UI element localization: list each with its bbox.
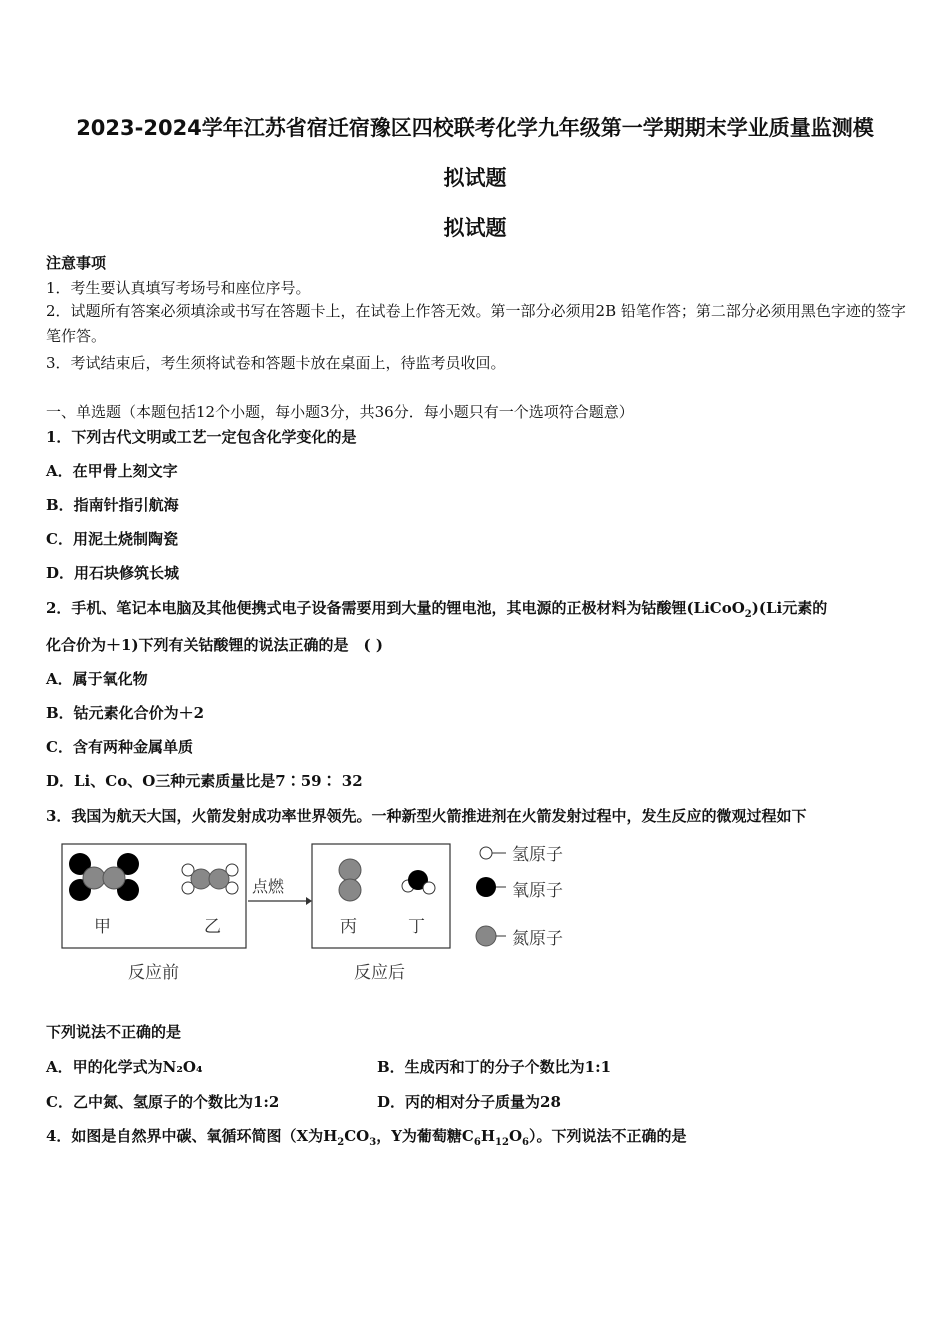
q1-stem: 1．下列古代文明或工艺一定包含化学变化的是 [46, 428, 357, 446]
label-before: 反应前 [128, 963, 179, 983]
q3-option-a: A．甲的化学式为N₂O₄ [46, 1058, 203, 1076]
nitrogen-atom [339, 859, 361, 881]
label-after: 反应后 [354, 963, 405, 983]
q4-stem: 4．如图是自然界中碳、氧循环简图（X为$H_2CO_3$，Y为葡萄糖$C_6H_{12}O_6$）。下列说法不正确的是 [46, 1127, 687, 1148]
nitrogen-atom [209, 869, 229, 889]
reaction-diagram [56, 840, 616, 990]
hydrogen-atom [423, 882, 435, 894]
nitrogen-atom [339, 879, 361, 901]
nitrogen-atom [83, 867, 105, 889]
notice-item-1: 1．考生要认真填写考场号和座位序号。 [46, 279, 311, 297]
arrow-label: 点燃 [252, 877, 285, 896]
q1-option-d: D．用石块修筑长城 [46, 564, 180, 582]
legend-nitrogen-icon [476, 926, 496, 946]
q1-option-b: B．指南针指引航海 [46, 496, 179, 514]
page-subtitle: 拟试题 [443, 216, 507, 240]
q2-option-b: B．钴元素化合价为＋2 [46, 704, 205, 722]
q1-option-a: A．在甲骨上刻文字 [46, 462, 178, 480]
nitrogen-atom [103, 867, 125, 889]
q2-stem: 2．手机、笔记本电脑及其他便携式电子设备需要用到大量的锂电池，其电源的正极材料为钴酸锂(LiCoO$_2$)(Li元素的 [46, 599, 828, 620]
label-yi: 乙 [204, 917, 221, 937]
q3-option-b: B．生成丙和丁的分子个数比为1:1 [377, 1058, 612, 1076]
q1-option-c: C．用泥土烧制陶瓷 [46, 530, 178, 548]
nitrogen-atom [191, 869, 211, 889]
q2-option-a: A．属于氧化物 [46, 670, 148, 688]
q3-sub-stem: 下列说法不正确的是 [46, 1023, 182, 1041]
section-heading: 一、单选题（本题包括12个小题，每小题3分，共36分．每小题只有一个选项符合题意） [46, 403, 634, 421]
label-bing: 丙 [340, 917, 357, 937]
q2-option-d: D．Li、Co、O三种元素质量比是7∶59∶ 32 [46, 772, 363, 790]
q3-option-d: D．丙的相对分子质量为28 [377, 1093, 561, 1111]
legend-hydrogen-icon [480, 847, 492, 859]
q2-stem-cont: 化合价为＋1)下列有关钴酸锂的说法正确的是 ( ) [46, 636, 383, 654]
notice-heading: 注意事项 [46, 254, 107, 272]
q3-stem: 3．我国为航天大国，火箭发射成功率世界领先。一种新型火箭推进剂在火箭发射过程中，发生反应的微观过程如下 [46, 807, 807, 825]
q2-option-c: C．含有两种金属单质 [46, 738, 193, 756]
legend-oxygen: 氧原子 [512, 881, 563, 901]
after-box [312, 844, 450, 948]
legend-hydrogen: 氢原子 [512, 845, 563, 865]
q3-option-c: C．乙中氮、氢原子的个数比为1:2 [46, 1093, 280, 1111]
page-title: 2023-2024学年江苏省宿迁宿豫区四校联考化学九年级第一学期期末学业质量监测模 [76, 116, 874, 140]
page-title-cont: 拟试题 [443, 166, 507, 190]
notice-item-2: 2．试题所有答案必须填涂或书写在答题卡上，在试卷上作答无效。第一部分必须用2B 铅笔作答；第二部分必须用黑色字迹的签字笔作答。 [46, 302, 906, 345]
legend-oxygen-icon [476, 877, 496, 897]
legend-nitrogen: 氮原子 [512, 929, 563, 949]
label-jia: 甲 [94, 917, 111, 937]
notice-item-3: 3．考试结束后，考生须将试卷和答题卡放在桌面上，待监考员收回。 [46, 354, 506, 372]
label-ding: 丁 [408, 917, 425, 937]
